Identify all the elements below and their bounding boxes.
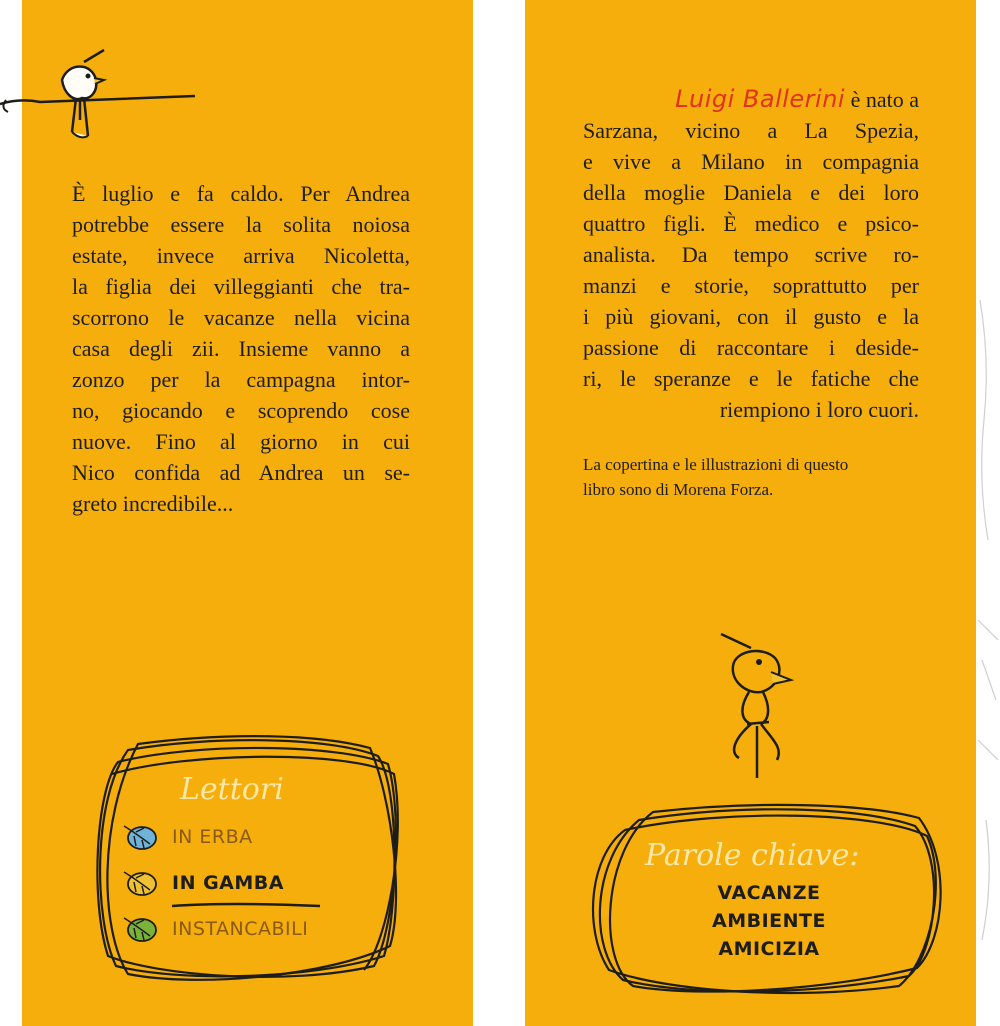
bio-line: ri, le speranze e le fatiche che: [583, 366, 919, 391]
bird-illustration: [711, 628, 811, 788]
readers-scribble-frame: [88, 730, 408, 992]
selected-level-underline: [170, 896, 330, 912]
bio-line: i più giovani, con il gusto e la: [583, 304, 919, 329]
keyword-item: AMBIENTE: [712, 910, 826, 932]
keywords-title: Parole chiave:: [645, 838, 860, 873]
author-name: Luigi Ballerini: [675, 85, 846, 113]
bio-line: manzi e storie, soprattutto per: [583, 273, 919, 298]
bio-line: Sarzana, vicino a La Spezia,: [583, 118, 919, 143]
bio-line: della moglie Daniela e dei loro: [583, 180, 919, 205]
back-cover-left-flap: [22, 0, 473, 1026]
blurb-line: scorrono le vacanze nella vicina: [72, 305, 410, 330]
reader-level-in-gamba: IN GAMBA: [172, 872, 284, 894]
author-bio: [583, 84, 919, 425]
bio-first-line: [583, 84, 919, 115]
adjacent-page-edge: [976, 0, 1000, 1026]
blurb-line: zonzo per la campagna intor-: [72, 367, 410, 392]
bio-first-line-text: è nato a: [850, 87, 919, 112]
blurb-line: nuove. Fino al giorno in cui: [72, 429, 410, 454]
blurb-line: potrebbe essere la solita noiosa: [72, 212, 410, 237]
leaf-yellow-icon: [120, 868, 160, 898]
book-blurb: [72, 178, 410, 519]
leaf-blue-icon: [120, 822, 160, 852]
reader-level-in-erba: IN ERBA: [172, 826, 253, 848]
bio-line: analista. Da tempo scrive ro-: [583, 242, 919, 267]
blurb-line: estate, invece arriva Nicoletta,: [72, 243, 410, 268]
bio-line: e vive a Milano in compagnia: [583, 149, 919, 174]
blurb-line: no, giocando e scoprendo cose: [72, 398, 410, 423]
blurb-line: casa degli zii. Insieme vanno a: [72, 336, 410, 361]
reader-level-instancabili: INSTANCABILI: [172, 918, 309, 940]
blurb-line: la figlia dei villeggianti che tra-: [72, 274, 410, 299]
bird-on-wire-illustration: [0, 40, 200, 160]
credit-line: libro sono di Morena Forza.: [583, 480, 774, 499]
bio-line: quattro figli. È medico e psico-: [583, 211, 919, 236]
keyword-item: AMICIZIA: [718, 938, 820, 960]
back-cover-right-flap: [525, 0, 976, 1026]
keyword-item: VACANZE: [717, 882, 821, 904]
credit-line: La copertina e le illustrazioni di questo: [583, 455, 849, 474]
edge-sketch-lines: [976, 0, 1000, 1026]
readers-title: Lettori: [180, 772, 284, 807]
illustration-credit: [583, 452, 923, 502]
bio-line: riempiono i loro cuori.: [719, 397, 919, 422]
blurb-line: Nico confida ad Andrea un se-: [72, 460, 410, 485]
blurb-line: greto incredibile...: [72, 491, 234, 516]
blurb-line: È luglio e fa caldo. Per Andrea: [72, 181, 410, 206]
bio-line: passione di raccontare i deside-: [583, 335, 919, 360]
leaf-green-icon: [120, 914, 160, 944]
